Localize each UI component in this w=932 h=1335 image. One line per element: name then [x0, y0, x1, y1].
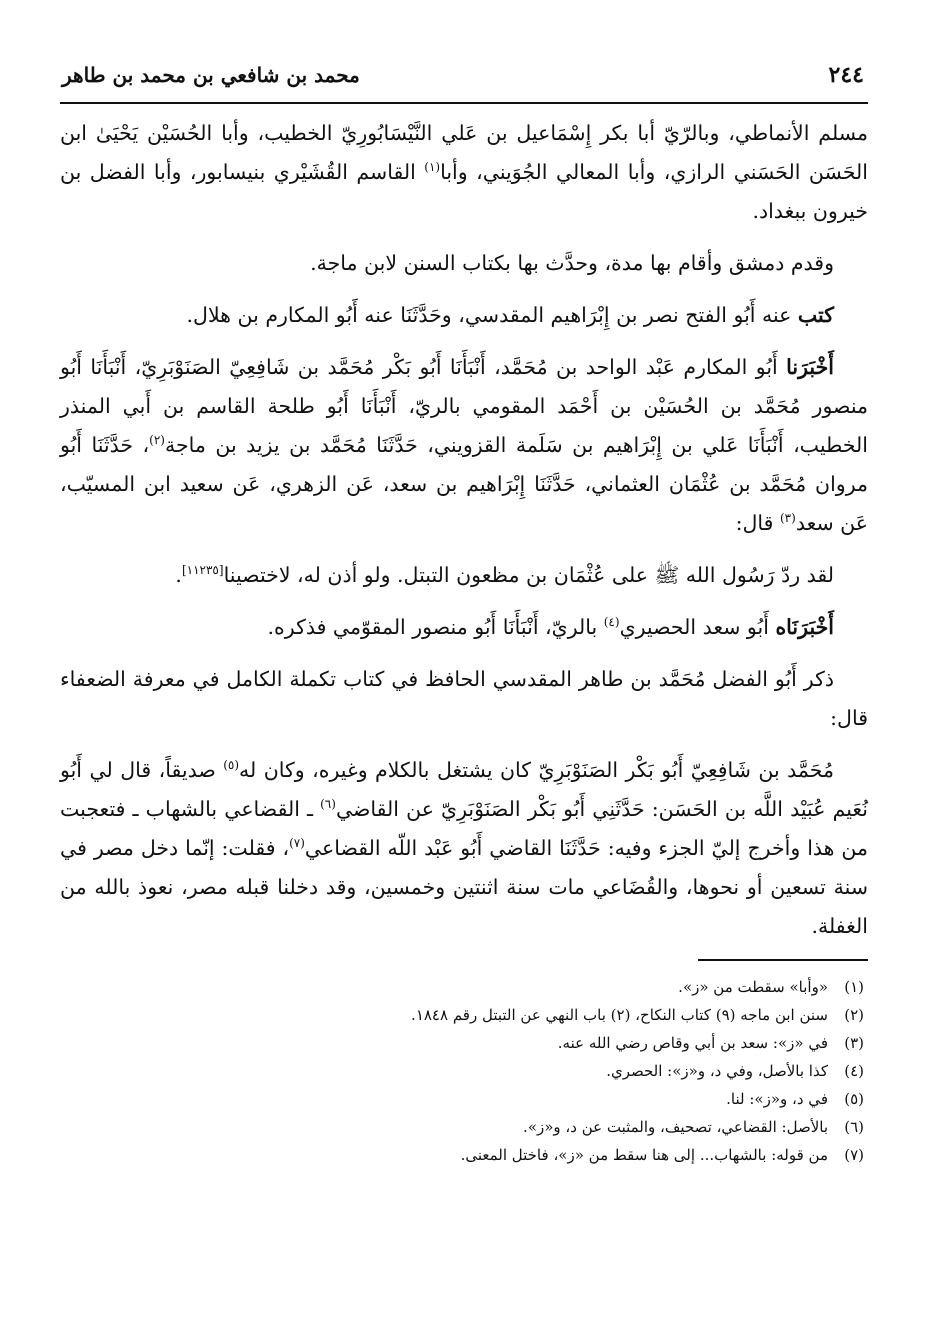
paragraph-p7 [60, 660, 868, 738]
footnote-marker: (١) [424, 160, 441, 175]
page-number: ٢٤٤ [828, 62, 864, 88]
text-run: أَبُو سعد الحصيري [619, 615, 776, 639]
text-run: صديقاً، قال لي أَبُو نُعَيم عُبَيْد اللَّه بن الحَسَن: حَدَّثَنِي أَبُو بَكْر الصَنَوْبَرِيّ عن القاضي [60, 758, 868, 821]
text-run: القاسم القُشَيْري بنيسابور، وأبا الفضل بن خيرون ببغداد. [60, 160, 868, 223]
footnote-number: (٢) [844, 1006, 864, 1024]
footnote-text: كذا بالأصل، وفي د، و«ز»: الحصري. [606, 1062, 828, 1080]
main-text [60, 114, 868, 946]
footnote-marker: (٤) [603, 615, 620, 630]
text-run: ـ القضاعي بالشهاب ـ فتعجبت من هذا وأخرج إليّ الجزء وفيه: حَدَّثَنَا القاضي أَبُو عَبْد اللّه القضاعي [60, 797, 868, 860]
footnote-marker: (٦) [320, 797, 336, 812]
text-run: ، حَدَّثَنَا أَبُو مروان مُحَمَّد بن عُثْمَان العثماني، حَدَّثَنَا إِبْرَاهيم بن سعد، عَن الزهري، عَن سعيد ابن المسيّب، عَن سعد [60, 433, 868, 535]
footnote-number: (١) [844, 978, 864, 996]
footnote-item [60, 1029, 868, 1057]
footnote-number: (٥) [844, 1090, 864, 1108]
text-run: لقد ردّ رَسُول الله ﷺ على عُثْمَان بن مظعون التبتل. ولو أذن له، لاختصينا [223, 563, 834, 587]
footnote-text: «وأبا» سقطت من «ز». [678, 978, 828, 996]
footnote-item [60, 1141, 868, 1169]
paragraph-p5 [60, 556, 868, 595]
footnote-item [60, 973, 868, 1001]
running-title: محمد بن شافعي بن محمد بن طاهر [62, 63, 360, 87]
paragraph-p1 [60, 114, 868, 231]
footnote-item [60, 1113, 868, 1141]
text-run: ، فقلت: إنّما دخل مصر في سنة تسعين أو نحوها، والقُضَاعي مات سنة اثنتين وخمسين، وقد دخلنا قبله مصر، نعوذ بالله من الغفلة. [60, 836, 868, 938]
paragraph-p6 [60, 608, 868, 647]
opening-keyword: أَخْبَرَنا [786, 355, 834, 379]
paragraph-p4 [60, 348, 868, 543]
text-run: أَبُو المكارم عَبْد الواحد بن مُحَمَّد، أَنْبَأَنَا أَبُو بَكْر مُحَمَّد بن شَافِعِيّ الصَنَوْبَرِيّ، أَنْبَأَنَا أَبُو منصور مُحَمَّد بن الحُسَيْن بن أَحْمَد المقومي بالريّ، أَنْبَأَنَا أَبُو طلحة القاسم بن أَبي المنذر الخطيب، أَنْبَأَنَا عَلي بن إِبْرَاهيم بن سَلَمة القزويني، حَدَّثَنَا مُحَمَّد بن يزيد بن ماجة [60, 355, 868, 457]
book-page [60, 62, 868, 1169]
text-run: عنه أَبُو الفتح نصر بن إِبْرَاهيم المقدسي، وحَدَّثَنَا عنه أَبُو المكارم بن هلال. [186, 303, 798, 327]
footnote-marker: (٣) [779, 511, 796, 526]
footnote-marker: (٢) [149, 433, 165, 448]
footnote-number: (٦) [844, 1118, 864, 1136]
text-run: وقدم دمشق وأقام بها مدة، وحدَّث بها بكتاب السنن لابن ماجة. [310, 251, 834, 275]
text-run: مسلم الأنماطي، وبالرّيّ أبا بكر إِسْمَاعيل بن عَلي النَّيْسَابُورِيّ الخطيب، وأبا الحُسَيْن يَحْيَىٰ ابن الحَسَن الحَسَني الرازي، وأبا المعالي الجُوَيني، وأبا [60, 121, 868, 184]
footnotes [60, 973, 868, 1169]
footnote-marker: (٧) [289, 836, 305, 851]
footnote-separator [698, 959, 868, 961]
footnote-text: من قوله: بالشهاب... إلى هنا سقط من «ز»، فاختل المعنى. [460, 1146, 828, 1164]
footnote-text: في د، و«ز»: لنا. [726, 1090, 828, 1108]
footnote-item [60, 1057, 868, 1085]
footnote-item [60, 1085, 868, 1113]
opening-keyword: أَخْبَرَنَاه [775, 615, 834, 639]
paragraph-p3 [60, 296, 868, 335]
page-header [60, 62, 868, 104]
opening-keyword: كتب [797, 303, 834, 327]
paragraph-p2 [60, 244, 868, 283]
footnote-number: (٤) [844, 1062, 864, 1080]
text-run: ذكر أَبُو الفضل مُحَمَّد بن طاهر المقدسي الحافظ في كتاب تكملة الكامل في معرفة الضعفاء قال: [60, 667, 868, 730]
footnote-marker: [١١٢٣٥] [181, 563, 224, 578]
text-run: قال: [735, 511, 780, 535]
footnote-text: سنن ابن ماجه (٩) كتاب النكاح، (٢) باب النهي عن التبتل رقم ١٨٤٨. [411, 1006, 828, 1024]
text-run: بالريّ، أَنْبَأَنَا أَبُو منصور المقوّمي فذكره. [267, 615, 604, 639]
footnote-number: (٧) [844, 1146, 864, 1164]
text-run: مُحَمَّد بن شَافِعِيّ أَبُو بَكْر الصَنَوْبَرِيّ كان يشتغل بالكلام وغيره، وكان له [239, 758, 834, 782]
footnote-text: في «ز»: سعد بن أبي وقاص رضي الله عنه. [557, 1034, 828, 1052]
footnote-number: (٣) [844, 1034, 864, 1052]
text-run: . [175, 563, 182, 587]
footnote-marker: (٥) [223, 758, 240, 773]
footnote-text: بالأصل: القضاعي، تصحيف، والمثبت عن د، و«ز». [523, 1118, 828, 1136]
paragraph-p8 [60, 751, 868, 946]
footnote-item [60, 1001, 868, 1029]
